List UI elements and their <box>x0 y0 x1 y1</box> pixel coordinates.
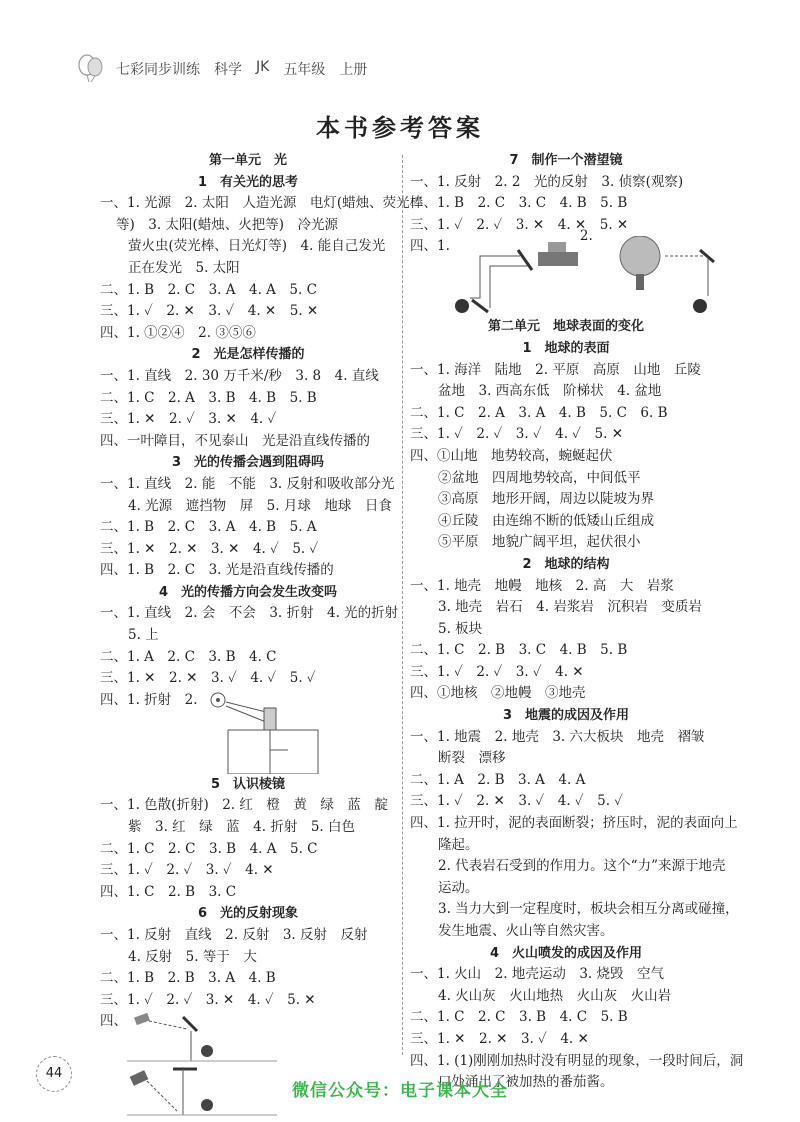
answer-line: 口处涌出了被加热的番茄酱。 <box>438 1074 614 1091</box>
header-volume: 上册 <box>339 62 368 78</box>
reflection-mirrors-figure <box>127 1011 287 1121</box>
answer-line: 二、1. A 2. C 3. B 4. C <box>100 648 277 665</box>
answer-line: 一、1. 地震 2. 地壳 3. 六大板块 地壳 褶皱 <box>410 728 705 745</box>
figure-answer-row <box>410 228 722 316</box>
answer-line: 四、1. (1)刚刚加热时没有明显的现象，一段时间后，洞 <box>410 1052 744 1069</box>
answer-line: 四、一叶障目，不见泰山 光是沿直线传播的 <box>100 432 370 449</box>
refraction-house-figure <box>198 690 328 774</box>
answer-line: 二、1. C 2. A 3. A 4. B 5. C 6. B <box>410 404 668 421</box>
page-title: 本书参考答案 <box>316 113 484 142</box>
answer-line: 一、1. 火山 2. 地壳运动 3. 烧毁 空气 <box>410 966 665 983</box>
answer-line: 一、1. 地壳 地幔 地核 2. 高 大 岩浆 <box>410 577 674 594</box>
figure-answer-label-2: 2. <box>579 228 593 245</box>
section-heading: 3 地震的成因及作用 <box>502 708 630 724</box>
answer-line: 四、1. B 2. C 3. 光是沿直线传播的 <box>100 562 334 579</box>
section-heading: 第二单元 地球表面的变化 <box>487 319 644 335</box>
answer-line: 三、1. ✓ 2. ✓ 3. ✓ 4. ✕ <box>410 663 584 680</box>
header-edition: JK <box>256 59 270 75</box>
answer-line: 二、1. B 2. C 3. A 4. B 5. A <box>100 519 317 536</box>
header-grade: 五年级 <box>283 62 326 78</box>
answer-line: 运动。 <box>438 879 479 896</box>
answer-line: 5. 上 <box>128 627 159 644</box>
answer-line: 一、1. 光源 2. 太阳 人造光源 电灯(蜡烛、荧光棒 <box>100 195 424 212</box>
answer-line: 三、1. ✓ 2. ✓ 3. ✕ 4. ✓ 5. ✕ <box>100 991 316 1008</box>
answer-line: 萤火虫(荧光棒、日光灯等) 4. 能自己发光 <box>128 238 386 255</box>
answer-line: 隆起。 <box>438 836 479 853</box>
section-heading: 2 地球的结构 <box>522 556 610 572</box>
answer-line: 三、1. ✕ 2. ✕ 3. ✓ 4. ✕ <box>410 1030 589 1047</box>
answer-line: 二、1. B 2. C 3. A 4. A 5. C <box>100 281 317 298</box>
answer-line: 等) 3. 太阳(蜡烛、火把等) 冷光源 <box>116 216 338 233</box>
answer-line: 4. 反射 5. 等于 大 <box>128 948 257 965</box>
answer-line: 断裂 漂移 <box>438 750 506 767</box>
header-series: 七彩同步训练 <box>116 62 200 78</box>
answer-line: 发生地震、火山等自然灾害。 <box>438 923 614 939</box>
answer-line: 正在发光 5. 太阳 <box>128 259 240 276</box>
figure-answer-label: 四、1. <box>410 238 450 255</box>
answer-line: 一、1. 海洋 陆地 2. 平原 高原 山地 丘陵 <box>410 361 701 378</box>
answer-line: ②盆地 四周地势较高，中间低平 <box>438 469 641 486</box>
answer-line: 5. 板块 <box>438 620 483 637</box>
answer-line: 一、1. 反射 2. 2 光的反射 3. 侦察(观察) <box>410 173 684 190</box>
answer-line: 二、1. C 2. C 3. B 4. C 5. B <box>410 1009 628 1026</box>
answer-line: 三、1. ✕ 2. ✕ 3. ✕ 4. ✓ 5. ✓ <box>100 540 319 557</box>
answer-line: 二、1. C 2. B 3. C 4. B 5. B <box>410 642 628 659</box>
answer-line: 紫 3. 红 绿 蓝 4. 折射 5. 白色 <box>128 819 356 836</box>
section-heading: 3 光的传播会遇到阻碍吗 <box>171 455 325 471</box>
answer-line: 4. 火山灰 火山地热 火山灰 火山岩 <box>438 987 672 1004</box>
header-subject: 科学 <box>214 62 242 78</box>
answer-line: ④丘陵 由连绵不断的低矮山丘组成 <box>438 512 654 529</box>
answer-line: 一、1. 反射 直线 2. 反射 3. 反射 反射 <box>100 927 368 943</box>
periscope-figures <box>450 236 720 316</box>
figure-answer-label: 四、 <box>100 1013 127 1030</box>
answer-line: 三、1. ✓ 2. ✕ 3. ✓ 4. ✓ 5. ✓ <box>410 793 623 810</box>
answer-line: 3. 当力大到一定程度时，板块会相互分离或碰撞， <box>438 901 739 918</box>
section-heading: 6 光的反射现象 <box>197 906 299 922</box>
section-heading: 1 有关光的思考 <box>197 174 299 190</box>
answer-line: 二、1. A 2. B 3. A 4. A <box>410 771 586 788</box>
answer-line: ⑤平原 地貌广阔平坦，起伏很小 <box>438 534 641 551</box>
section-heading: 1 地球的表面 <box>522 340 610 356</box>
answer-line: 三、1. ✓ 2. ✓ 3. ✕ 4. ✕ 5. ✕ <box>410 216 629 233</box>
section-heading: 5 认识棱镜 <box>210 776 286 792</box>
section-heading: 第一单元 光 <box>208 153 287 168</box>
answer-line: 4. 光源 遮挡物 屏 5. 月球 地球 日食 <box>128 497 392 514</box>
answer-line: 二、1. C 2. C 3. B 4. A 5. C <box>100 840 318 857</box>
answer-line: 四、1. ①②④ 2. ③⑤⑥ <box>100 324 256 341</box>
answer-line: 3. 地壳 岩石 4. 岩浆岩 沉积岩 变质岩 <box>438 599 702 616</box>
answer-line: 三、1. ✓ 2. ✕ 3. ✓ 4. ✕ 5. ✕ <box>100 303 319 320</box>
answer-line: 三、1. ✕ 2. ✓ 3. ✕ 4. ✓ <box>100 411 277 428</box>
answer-line: 二、1. B 2. C 3. C 4. B 5. B <box>410 195 628 212</box>
section-heading: 4 光的传播方向会发生改变吗 <box>158 584 338 600</box>
answer-line: 四、1. C 2. B 3. C <box>100 883 237 900</box>
section-heading: 7 制作一个潜望镜 <box>509 153 623 168</box>
answer-line: 三、1. ✓ 2. ✓ 3. ✓ 4. ✕ <box>100 862 274 879</box>
right-answer-column <box>410 150 744 1094</box>
answer-line: 三、1. ✕ 2. ✕ 3. ✓ 4. ✓ 5. ✓ <box>100 670 316 687</box>
footer-wechat: 微信公众号：电子课本大全 <box>292 1081 508 1101</box>
answer-line: 一、1. 色散(折射) 2. 红 橙 黄 绿 蓝 靛 <box>100 797 388 814</box>
answer-line: 一、1. 直线 2. 会 不会 3. 折射 4. 光的折射 <box>100 605 399 622</box>
answer-line: 一、1. 直线 2. 30 万千米/秒 3. 8 4. 直线 <box>100 367 379 384</box>
answer-line: 四、①山地 地势较高，蜿蜒起伏 <box>410 447 613 464</box>
page-number: 44 <box>36 1056 72 1092</box>
answer-line: 盆地 3. 西高东低 阶梯状 4. 盆地 <box>438 383 662 400</box>
figure-answer-label: 四、1. 折射 2. <box>100 691 198 708</box>
running-header <box>76 52 367 86</box>
answer-line: 一、1. 直线 2. 能 不能 3. 反射和吸收部分光 <box>100 475 395 492</box>
section-heading: 2 光是怎样传播的 <box>191 347 305 363</box>
column-divider <box>402 155 403 1055</box>
answer-line: 二、1. B 2. B 3. A 4. B <box>100 970 276 987</box>
section-heading: 4 火山喷发的成因及作用 <box>489 945 643 961</box>
figure-answer-row <box>100 1011 396 1121</box>
answer-line: 三、1. ✓ 2. ✓ 3. ✓ 4. ✓ 5. ✕ <box>410 426 623 443</box>
answer-line: ③高原 地形开阔，周边以陡坡为界 <box>438 491 654 508</box>
answer-line: 二、1. C 2. A 3. B 4. B 5. B <box>100 389 317 406</box>
figure-answer-row <box>100 690 396 774</box>
balloon-logo-icon <box>76 54 106 84</box>
answer-line: 2. 代表岩石受到的作用力。这个“力”来源于地壳 <box>438 858 726 875</box>
answer-line: 四、①地核 ②地幔 ③地壳 <box>410 685 586 702</box>
answer-line: 四、1. 拉开时，泥的表面断裂；挤压时，泥的表面向上 <box>410 815 738 832</box>
